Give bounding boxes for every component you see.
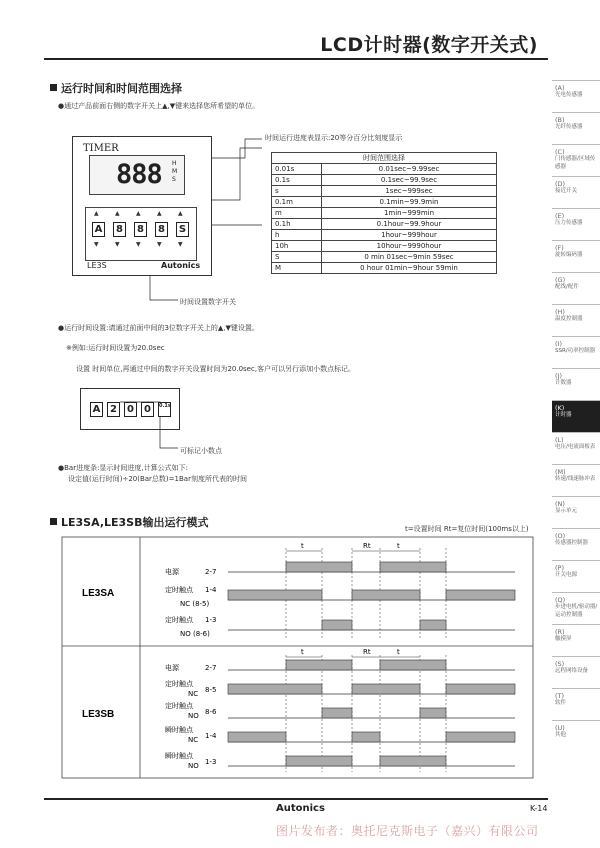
- sidebar-item-label: 压力传感器: [555, 220, 583, 227]
- range-value: 0.1hour~99.9hour: [322, 219, 497, 230]
- sidebar-item-label: 光纤传感器: [555, 124, 583, 131]
- signal-high: [322, 620, 352, 630]
- example-detail: 设置 时间单位,再通过中间的数字开关设置时间为20.0sec,客户可以另行添加小数点标记。: [76, 365, 356, 373]
- signal-high: [352, 732, 380, 742]
- decimal-note: 可标记小数点: [180, 447, 222, 455]
- down-arrow-icon[interactable]: ▼: [115, 241, 120, 248]
- row-label: 定时触点: [165, 616, 193, 624]
- row-pin: 2-7: [205, 568, 217, 576]
- up-arrow-icon[interactable]: ▲: [115, 210, 120, 217]
- example-digit: 2: [107, 402, 120, 417]
- row-pin: 8-6: [205, 708, 217, 716]
- range-code: 0.1m: [272, 197, 322, 208]
- page-title: LCD计时器(数字开关式): [320, 34, 538, 56]
- range-value: 1hour~999hour: [322, 230, 497, 241]
- sidebar-item-code: (L): [555, 436, 564, 444]
- range-value: 1sec~999sec: [322, 186, 497, 197]
- row-label: NO: [188, 712, 199, 720]
- timing-legend: t=设置时间 Rt=复位时间(100ms以上): [405, 525, 529, 533]
- sidebar-item-code: (D): [555, 180, 566, 188]
- down-arrow-icon[interactable]: ▼: [94, 241, 99, 248]
- page-number: K-14: [530, 804, 548, 813]
- signal-high: [380, 660, 446, 670]
- range-value: 1min~999min: [322, 208, 497, 219]
- range-value: 0.1min~99.9min: [322, 197, 497, 208]
- sidebar-item-label: SSR/功率控制器: [555, 348, 596, 355]
- row-label: 定时触点: [165, 702, 193, 710]
- sidebar-item-label: 远程网络设备: [555, 668, 589, 675]
- sidebar-item-code: (C): [555, 148, 565, 156]
- section1-heading: 运行时间和时间范围选择: [50, 80, 182, 96]
- row-pin: 1-4: [205, 586, 217, 594]
- signal-high: [286, 562, 352, 572]
- sidebar-item-label: 步进电机/驱动器/运动控制器: [555, 604, 598, 618]
- switch-digit[interactable]: 8: [113, 222, 126, 237]
- example-digit: 0: [141, 402, 154, 417]
- signal-high: [420, 620, 446, 630]
- callout-bar: 时间运行进度表显示:20等分百分比刻度显示: [265, 134, 403, 142]
- section1-note: ●通过产品前面右侧的数字开关上▲,▼键来选择您所希望的单位。: [58, 102, 260, 110]
- sidebar-item-code: (H): [555, 308, 565, 316]
- signal-high: [446, 732, 515, 742]
- t-label: t: [397, 542, 400, 550]
- signal-high: [446, 684, 515, 694]
- row-label: 定时触点: [165, 586, 193, 594]
- publisher-credit: 图片发布者：奥托尼克斯电子（嘉兴）有限公司: [276, 824, 539, 838]
- le3sa-label: LE3SA: [82, 588, 115, 599]
- sidebar-item-label: 开关电源: [555, 572, 578, 579]
- row-label: NO: [188, 762, 199, 770]
- sidebar-item-label: 传感器控制器: [555, 540, 589, 547]
- t-label: t: [301, 648, 304, 656]
- sidebar-item-label: 门传感器/区域传感器: [555, 156, 596, 170]
- down-arrow-icon[interactable]: ▼: [157, 241, 162, 248]
- bar-note-2: 设定值(运行时间)÷20(Bar总数)=1Bar刻度所代表的时间: [68, 475, 247, 483]
- sidebar-item-code: (R): [555, 628, 565, 636]
- range-code: m: [272, 208, 322, 219]
- row-label: 瞬时触点: [165, 726, 193, 734]
- sidebar-item-label: 计数器: [555, 380, 572, 387]
- signal-high: [228, 684, 322, 694]
- switch-digit[interactable]: 8: [155, 222, 168, 237]
- range-value: 0 min 01sec~9min 59sec: [322, 252, 497, 263]
- device-model: LE3S: [87, 261, 107, 270]
- t-label: t: [397, 648, 400, 656]
- lcd-units: H M S: [172, 160, 178, 183]
- bottom-rule: [44, 798, 548, 800]
- range-value: 0 hour 01min~9hour 59min: [322, 263, 497, 274]
- sidebar-item-code: (M): [555, 468, 566, 476]
- sidebar-item-code: (Q): [555, 596, 566, 604]
- sidebar-item-code: (U): [555, 724, 565, 732]
- device-brand-top: TIMER: [83, 143, 119, 154]
- bar-note-1: ●Bar进度条:显示时间进度,计算公式如下:: [58, 464, 189, 472]
- row-label: 电源: [165, 664, 179, 672]
- switch-digit[interactable]: A: [92, 222, 105, 237]
- sidebar-item-label: 光电传感器: [555, 92, 583, 99]
- range-code: s: [272, 186, 322, 197]
- sidebar-item-label: 旋转编码器: [555, 252, 583, 259]
- signal-high: [322, 708, 352, 718]
- range-code: M: [272, 263, 322, 274]
- sidebar-item-code: (S): [555, 660, 565, 668]
- sidebar-item-label: 触摸屏: [555, 636, 572, 643]
- range-code: 0.1h: [272, 219, 322, 230]
- rt-label: Rt: [363, 542, 371, 550]
- sidebar-item-code: (T): [555, 692, 565, 700]
- down-arrow-icon[interactable]: ▼: [178, 241, 183, 248]
- le3sb-label: LE3SB: [82, 709, 115, 720]
- down-arrow-icon[interactable]: ▼: [136, 241, 141, 248]
- row-pin: 1-4: [205, 732, 217, 740]
- range-code: S: [272, 252, 322, 263]
- range-value: 10hour~9990hour: [322, 241, 497, 252]
- signal-high: [380, 756, 446, 766]
- set-note: ●运行时间设置:请通过前面中间的3位数字开关上的▲,▼键设置。: [58, 324, 259, 332]
- range-code: h: [272, 230, 322, 241]
- lcd-digits: 888: [116, 159, 162, 190]
- signal-high: [286, 660, 352, 670]
- example-digit: 0: [124, 402, 137, 417]
- device-brand: Autonics: [161, 261, 201, 270]
- row-pin: 1-3: [205, 616, 217, 624]
- sidebar-item-code: (E): [555, 212, 565, 220]
- example-digit: 0.1s: [158, 402, 171, 417]
- up-arrow-icon[interactable]: ▲: [94, 210, 99, 217]
- sidebar-item-code: (O): [555, 532, 566, 540]
- switch-digit[interactable]: 8: [134, 222, 147, 237]
- up-arrow-icon[interactable]: ▲: [157, 210, 162, 217]
- signal-high: [380, 562, 446, 572]
- sidebar-item-label: 电压/电流面板表: [555, 444, 596, 451]
- signal-high: [352, 684, 420, 694]
- range-value: 0.1sec~99.9sec: [322, 175, 497, 186]
- sidebar-item-label: 其他: [555, 732, 567, 739]
- sidebar-item-code: (I): [555, 340, 562, 348]
- signal-high: [228, 732, 286, 742]
- sidebar-item-code: (P): [555, 564, 564, 572]
- rt-label: Rt: [363, 648, 371, 656]
- signal-high: [420, 708, 446, 718]
- sidebar-item-label: 配线/配件: [555, 284, 579, 291]
- switch-digit[interactable]: S: [176, 222, 189, 237]
- sidebar-item-code: (K): [555, 404, 565, 412]
- sidebar-item-label: 转速/线速脉冲表: [555, 476, 596, 483]
- sidebar-item-code: (A): [555, 84, 565, 92]
- row-label: NC: [188, 736, 199, 744]
- sidebar-item-code: (B): [555, 116, 565, 124]
- sidebar-item-label: 温度控制器: [555, 316, 583, 323]
- sidebar-item-label: 显示单元: [555, 508, 578, 515]
- t-label: t: [301, 542, 304, 550]
- row-pin: 8-5: [205, 686, 217, 694]
- table-header: 时间范围选择: [272, 153, 497, 164]
- range-value: 0.01sec~9.99sec: [322, 164, 497, 175]
- sidebar-item-code: (G): [555, 276, 566, 284]
- footer-brand: Autonics: [276, 803, 325, 814]
- example-digit: A: [90, 402, 103, 417]
- row-pin: NO (8-6): [180, 630, 210, 638]
- row-pin: NC (8-5): [180, 600, 210, 608]
- sidebar-item-label: 计时器: [555, 412, 572, 419]
- up-arrow-icon[interactable]: ▲: [136, 210, 141, 217]
- signal-high: [228, 590, 322, 600]
- section2-heading: LE3SA,LE3SB输出运行模式: [50, 514, 208, 530]
- range-code: 10h: [272, 241, 322, 252]
- sidebar-item-code: (N): [555, 500, 565, 508]
- sidebar-item-label: 接近开关: [555, 188, 578, 195]
- up-arrow-icon[interactable]: ▲: [178, 210, 183, 217]
- sidebar-item-label: 软件: [555, 700, 567, 707]
- signal-high: [446, 590, 515, 600]
- row-label: 定时触点: [165, 680, 193, 688]
- example-title: ※例如:运行时间设置为20.0sec: [66, 344, 165, 352]
- sidebar-item-code: (J): [555, 372, 562, 380]
- row-pin: 2-7: [205, 664, 217, 672]
- range-code: 0.01s: [272, 164, 322, 175]
- signal-high: [352, 590, 420, 600]
- row-label: 电源: [165, 568, 179, 576]
- callout-switch: 时间设置数字开关: [180, 298, 236, 306]
- signal-high: [286, 756, 352, 766]
- row-label: NC: [188, 690, 199, 698]
- sidebar-item-code: (F): [555, 244, 564, 252]
- range-code: 0.1s: [272, 175, 322, 186]
- row-pin: 1-3: [205, 758, 217, 766]
- row-label: 瞬时触点: [165, 752, 193, 760]
